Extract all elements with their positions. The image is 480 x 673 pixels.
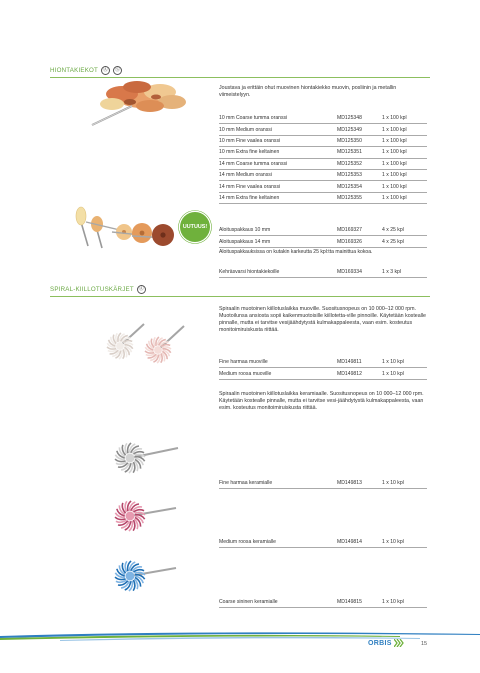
package-size: 1 x 100 kpl: [382, 192, 427, 203]
product-code: MD125352: [337, 158, 382, 169]
package-size: 1 x 100 kpl: [382, 113, 427, 124]
product-name: 14 mm Medium oranssi: [219, 169, 337, 180]
product-name: 14 mm Fine vaalea oranssi: [219, 181, 337, 192]
spiral-wheel-grey: [107, 324, 144, 359]
brand-name: ORBIS: [368, 639, 392, 647]
table-row: [219, 124, 427, 135]
product-name: Medium roosa muoville: [219, 368, 337, 379]
table-row: [219, 357, 427, 368]
product-code: MD169334: [337, 267, 382, 278]
package-size: 4 x 25 kpl: [382, 236, 427, 247]
table-row: [219, 147, 427, 158]
package-size: 1 x 100 kpl: [382, 147, 427, 158]
package-size: 1 x 10 kpl: [382, 537, 427, 548]
product-code: MD149814: [337, 537, 382, 548]
product-name: Kehräsvarsi hiontakiekoille: [219, 267, 337, 278]
section-title-hiontakiekot: [50, 66, 122, 75]
ceramic-row-coarse: [219, 597, 427, 608]
product-code: MD169326: [337, 236, 382, 247]
product-code: MD125355: [337, 192, 382, 203]
spiral-plastic-description: Spiraalin muotoinen kiillotuslaikka muoville. Suositusnopeus on 10 000–12 000 rpm. Muotoilunsa ansiosta sopii kaikenmuotoisille kiillotetta-ville pinnoille. Käytetään kostealle pinnalle, mutta ei tarvitse vesijäähdytystä kulmakappaleesta, vaan esim. kosteutus monitoimiruiskusta riittää.: [219, 306, 426, 334]
sterilizable-icon: Ⓢ: [114, 67, 121, 73]
section-title-text: SPIRAL-KIILLOTUSKÄRJET: [50, 286, 134, 293]
table-row: [219, 192, 427, 203]
table-row: [219, 236, 427, 247]
section-title-text: HIONTAKIEKOT: [50, 67, 99, 74]
product-name: 14 mm Extra fine keltainen: [219, 192, 337, 203]
package-size: 1 x 100 kpl: [382, 169, 427, 180]
section-title-spiral: [50, 285, 146, 294]
spiral-ceramic-description: Spiraalin muotoinen kiillotuslaikka keramiaalle. Suositusnopeus on 10 000–12 000 rpm. Käytetään kostealle pinnalle, mutta ei tarvitse vesi-jäähdytystä kulmakappaleesta, vaan esim. kosteutus monitoimiruiskusta riittää.: [219, 391, 424, 412]
product-name: 10 mm Coarse tumma oranssi: [219, 113, 337, 124]
starter-pack-note: Aloituspakkauksissa on kutakin karkeutta 25 kpl:tta mainittua kokoa.: [219, 249, 373, 255]
package-size: 1 x 10 kpl: [382, 368, 427, 379]
page-number: 15: [421, 641, 428, 647]
table-row: [219, 537, 427, 548]
product-code: MD125353: [337, 169, 382, 180]
product-name: 10 mm Medium oranssi: [219, 124, 337, 135]
hiontakiekot-description: Joustava ja erittäin ohut muovinen hiontakiekko muovin, posliinin ja metallin viimeistelyyn.: [219, 85, 397, 99]
brand-chevrons-icon: [394, 639, 404, 647]
ceramic-row-medium: [219, 537, 427, 548]
spiral-wheel-ceramic-grey: [115, 443, 178, 473]
product-name: 10 mm Extra fine keltainen: [219, 147, 337, 158]
package-size: 1 x 100 kpl: [382, 124, 427, 135]
spiral-polisher-plastic-image: [100, 320, 200, 368]
product-name: Fine harmaa muoville: [219, 357, 337, 368]
product-name: 10 mm Fine vaalea oranssi: [219, 135, 337, 146]
spiral-polisher-ceramic-image: [108, 430, 188, 620]
table-row: [219, 169, 427, 180]
spiral-wheel-pink: [145, 326, 184, 363]
product-code: MD149813: [337, 478, 382, 489]
package-size: 1 x 100 kpl: [382, 158, 427, 169]
table-row: [219, 478, 427, 489]
spiral-wheel-ceramic-blue: [115, 561, 176, 591]
product-code: MD125350: [337, 135, 382, 146]
package-size: 1 x 10 kpl: [382, 478, 427, 489]
package-size: 1 x 3 kpl: [382, 267, 427, 278]
product-code: MD125348: [337, 113, 382, 124]
product-name: Aloituspakkaus 14 mm: [219, 236, 337, 247]
table-row: [219, 181, 427, 192]
package-size: 1 x 10 kpl: [382, 597, 427, 608]
footer-swoosh: [0, 628, 480, 642]
table-row: [219, 135, 427, 146]
starter-pack-table: [219, 225, 427, 248]
product-code: MD125351: [337, 147, 382, 158]
product-code: MD125354: [337, 181, 382, 192]
table-row: [219, 267, 427, 278]
new-badge: UUTUUS!: [180, 212, 210, 242]
product-name: Fine harmaa keramialle: [219, 478, 337, 489]
ceramic-row-fine: [219, 478, 427, 489]
product-name: Medium roosa keramialle: [219, 537, 337, 548]
section-divider: [50, 296, 430, 297]
abrasive-disc-pile-image: [82, 78, 212, 138]
product-name: Coarse sininen keramialle: [219, 597, 337, 608]
package-size: 1 x 100 kpl: [382, 135, 427, 146]
table-row: [219, 368, 427, 379]
product-name: 14 mm Coarse tumma oranssi: [219, 158, 337, 169]
package-size: 1 x 100 kpl: [382, 181, 427, 192]
table-row: [219, 113, 427, 124]
product-code: MD125349: [337, 124, 382, 135]
autoclavable-icon: Ⓐ: [138, 286, 144, 292]
package-size: 1 x 10 kpl: [382, 357, 427, 368]
hiontakiekot-product-table: [219, 113, 427, 204]
autoclavable-icon: Ⓐ: [102, 67, 109, 73]
table-row: [219, 225, 427, 236]
product-name: Aloituspakkaus 10 mm: [219, 225, 337, 236]
table-row: [219, 597, 427, 608]
product-code: MD149812: [337, 368, 382, 379]
product-code: MD169327: [337, 225, 382, 236]
spiral-plastic-table: [219, 357, 427, 380]
package-size: 4 x 25 kpl: [382, 225, 427, 236]
mandrel-table: [219, 267, 427, 278]
spiral-wheel-ceramic-pink: [115, 501, 176, 531]
brand-logo: [368, 639, 404, 647]
abrasive-discs-on-mandrels-image: [72, 202, 182, 250]
product-code: MD149815: [337, 597, 382, 608]
table-row: [219, 158, 427, 169]
product-code: MD149811: [337, 357, 382, 368]
